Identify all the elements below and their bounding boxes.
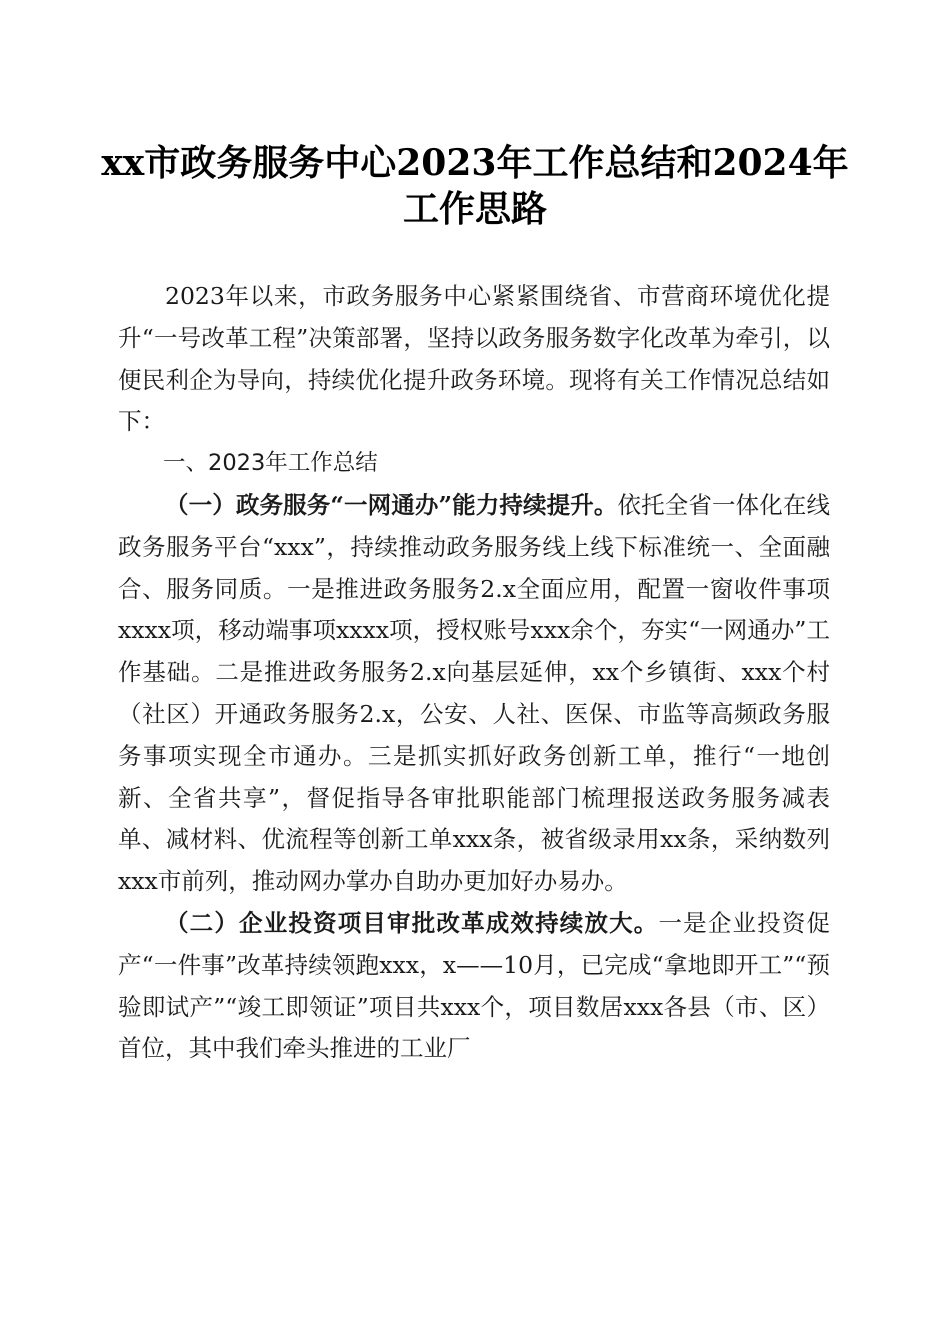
item2-body: 一是企业投资促产“一件事”改革持续领跑xxx，x——10月，已完成“拿地即开工”“预验即试产”“竣工即领证”项目共xxx个，项目数居xxx各县（市、区）首位，其中我们牵头推进的工业厂 — [118, 908, 831, 1063]
item2-heading: （二）企业投资项目审批改革成效持续放大。 — [165, 908, 659, 937]
document-title-line2: 工作思路 — [402, 188, 547, 230]
document-title-line1: xx市政务服务中心2023年工作总结和2024年 — [101, 142, 849, 184]
item1-body: 依托全省一体化在线政务服务平台“xxx”，持续推动政务服务线上线下标准统一、全面融合、服务同质。一是推进政务服务2.x全面应用，配置一窗收件事项xxxx项，移动端事项xxxx项，授权账号xxx余个，夯实“一网通办”工作基础。二是推进政务服务2.x向基层延伸，xx个乡镇街、xxx个村（社区）开通政务服务2.x，公安、人社、医保、市监等高频政务服务事项实现全市通办。三是抓实抓好政务创新工单，推行“一地创新、全省共享”，督促指导各审批职能部门梳理报送政务服务减表单、减材料、优流程等创新工单xxx条，被省级录用xx条，采纳数列xxx市前列，推动网办掌办自助办更加好办易办。 — [118, 490, 831, 896]
document-body — [118, 276, 830, 1070]
item1-paragraph — [118, 485, 830, 903]
item2-paragraph — [118, 903, 830, 1070]
intro-paragraph: 2023年以来，市政务服务中心紧紧围绕省、市营商环境优化提升“一号改革工程”决策部署，坚持以政务服务数字化改革为牵引，以便民利企为导向，持续优化提升政务环境。现将有关工作情况总结如下： — [118, 282, 830, 436]
item1-heading: （一）政务服务“一网通办”能力持续提升。 — [165, 490, 618, 519]
section-heading: 一、2023年工作总结 — [163, 450, 378, 477]
